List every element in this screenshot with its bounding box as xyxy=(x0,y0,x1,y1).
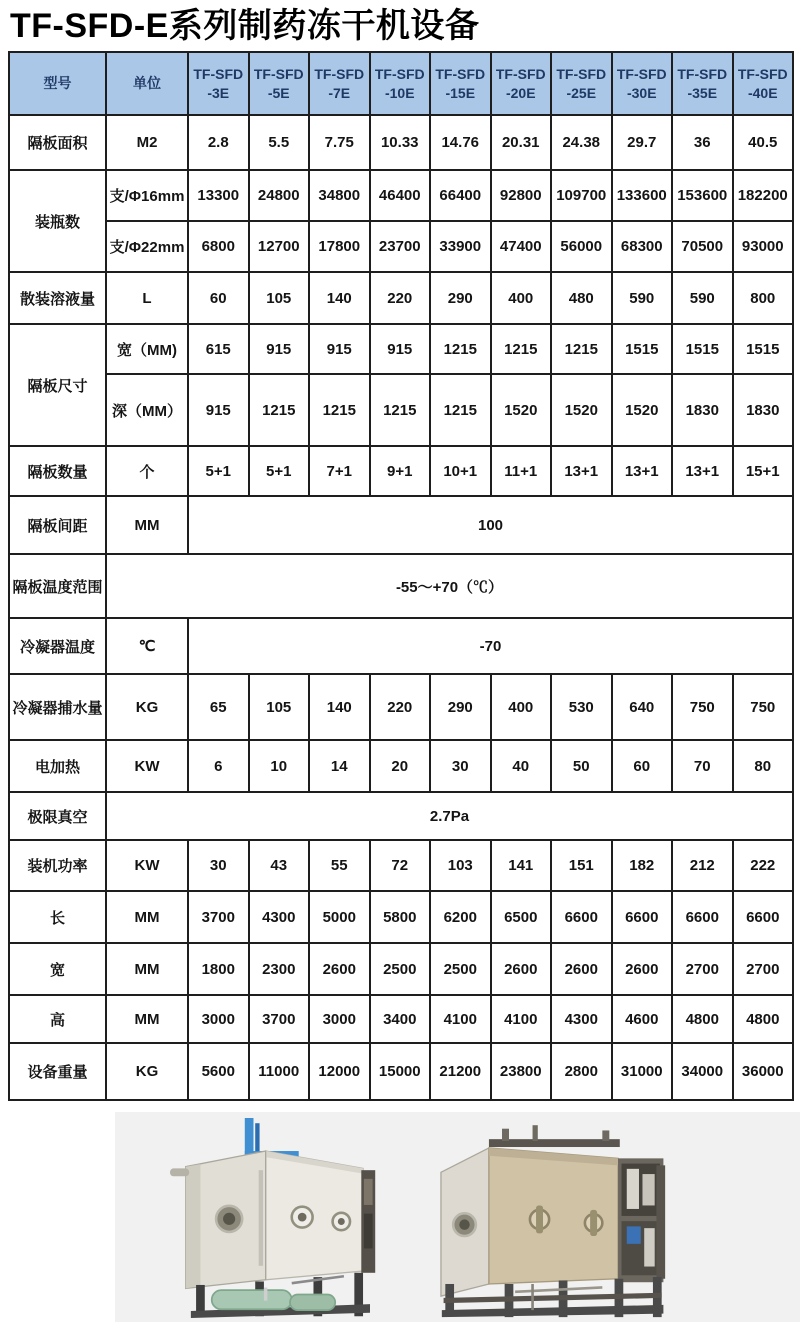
model-name-line2: -20E xyxy=(505,84,536,101)
spec-value: 30 xyxy=(188,840,249,891)
spec-value: 24.38 xyxy=(551,115,612,170)
spec-row xyxy=(9,674,793,740)
header-model-25e xyxy=(551,52,612,115)
spec-row xyxy=(9,115,793,170)
spec-value: 615 xyxy=(188,324,249,374)
spec-value: 92800 xyxy=(491,170,552,221)
spec-row xyxy=(9,170,793,221)
spec-value: 4800 xyxy=(733,995,794,1043)
spec-value: 11000 xyxy=(249,1043,310,1100)
spec-value: 2700 xyxy=(733,943,794,995)
spec-label: 散装溶液量 xyxy=(9,272,106,324)
spec-unit: 深（MM） xyxy=(106,374,188,446)
spec-value: 2600 xyxy=(309,943,370,995)
spec-value: 6600 xyxy=(672,891,733,943)
spec-value: 9+1 xyxy=(370,446,431,496)
spec-row xyxy=(9,792,793,840)
spec-value: 13300 xyxy=(188,170,249,221)
spec-unit: L xyxy=(106,272,188,324)
model-name-line2: -40E xyxy=(747,84,778,101)
spec-value: 5000 xyxy=(309,891,370,943)
spec-value: 1800 xyxy=(188,943,249,995)
spec-value: 13+1 xyxy=(612,446,673,496)
spec-value: 13+1 xyxy=(551,446,612,496)
spec-value: 2600 xyxy=(612,943,673,995)
spec-value: 4600 xyxy=(612,995,673,1043)
spec-row xyxy=(9,554,793,618)
spec-table-body xyxy=(9,115,793,1100)
spec-unit: 宽（MM) xyxy=(106,324,188,374)
header-model-20e xyxy=(491,52,552,115)
spec-value: 222 xyxy=(733,840,794,891)
spec-value: 55 xyxy=(309,840,370,891)
spec-value: 2800 xyxy=(551,1043,612,1100)
spec-label: 隔板面积 xyxy=(9,115,106,170)
spec-value: 2.8 xyxy=(188,115,249,170)
spec-value: 4800 xyxy=(672,995,733,1043)
spec-unit: 支/Φ22mm xyxy=(106,221,188,272)
spec-value: 20 xyxy=(370,740,431,792)
spec-value: 43 xyxy=(249,840,310,891)
spec-value: 60 xyxy=(612,740,673,792)
spec-value: 750 xyxy=(733,674,794,740)
spec-value: 290 xyxy=(430,272,491,324)
spec-label: 冷凝器捕水量 xyxy=(9,674,106,740)
spec-span-value: 2.7Pa xyxy=(106,792,793,840)
spec-row xyxy=(9,496,793,554)
spec-value: 13+1 xyxy=(672,446,733,496)
spec-value: 1215 xyxy=(249,374,310,446)
header-model-35e xyxy=(672,52,733,115)
spec-value: 33900 xyxy=(430,221,491,272)
spec-value: 1215 xyxy=(309,374,370,446)
spec-row xyxy=(9,740,793,792)
spec-value: 1215 xyxy=(491,324,552,374)
spec-value: 2600 xyxy=(491,943,552,995)
spec-value: 6600 xyxy=(733,891,794,943)
model-name-line1: TF-SFD xyxy=(435,66,486,82)
spec-value: 7.75 xyxy=(309,115,370,170)
product-photo-area xyxy=(115,1112,800,1322)
spec-label: 冷凝器温度 xyxy=(9,618,106,674)
spec-value: 133600 xyxy=(612,170,673,221)
header-model-15e xyxy=(430,52,491,115)
model-name-line1: TF-SFD xyxy=(193,66,244,82)
spec-value: 10 xyxy=(249,740,310,792)
spec-row xyxy=(9,221,793,272)
spec-label: 装机功率 xyxy=(9,840,106,891)
spec-value: 4100 xyxy=(430,995,491,1043)
spec-value: 915 xyxy=(370,324,431,374)
spec-value: 1520 xyxy=(551,374,612,446)
header-model-3e xyxy=(188,52,249,115)
spec-value: 17800 xyxy=(309,221,370,272)
spec-row xyxy=(9,840,793,891)
spec-value: 6600 xyxy=(612,891,673,943)
spec-value: 24800 xyxy=(249,170,310,221)
spec-value: 1515 xyxy=(612,324,673,374)
header-model-7e xyxy=(309,52,370,115)
spec-unit: MM xyxy=(106,496,188,554)
spec-value: 3000 xyxy=(188,995,249,1043)
spec-group-label: 隔板尺寸 xyxy=(9,324,106,446)
header-unit-col: 单位 xyxy=(106,52,188,115)
spec-value: 1830 xyxy=(672,374,733,446)
spec-value: 3000 xyxy=(309,995,370,1043)
spec-value: 40.5 xyxy=(733,115,794,170)
header-model-col: 型号 xyxy=(9,52,106,115)
spec-value: 36 xyxy=(672,115,733,170)
spec-value: 2500 xyxy=(370,943,431,995)
spec-value: 530 xyxy=(551,674,612,740)
model-name-line2: -3E xyxy=(207,84,230,101)
model-name-line1: TF-SFD xyxy=(556,66,607,82)
spec-value: 10+1 xyxy=(430,446,491,496)
spec-value: 34800 xyxy=(309,170,370,221)
spec-value: 12700 xyxy=(249,221,310,272)
spec-value: 7+1 xyxy=(309,446,370,496)
model-name-line1: TF-SFD xyxy=(314,66,365,82)
spec-value: 21200 xyxy=(430,1043,491,1100)
spec-value: 47400 xyxy=(491,221,552,272)
spec-value: 1520 xyxy=(612,374,673,446)
spec-value: 1215 xyxy=(430,374,491,446)
spec-value: 20.31 xyxy=(491,115,552,170)
spec-value: 915 xyxy=(309,324,370,374)
spec-table-header xyxy=(9,52,793,115)
spec-value: 30 xyxy=(430,740,491,792)
spec-value: 6800 xyxy=(188,221,249,272)
spec-span-value: 100 xyxy=(188,496,793,554)
spec-value: 5+1 xyxy=(188,446,249,496)
spec-value: 15+1 xyxy=(733,446,794,496)
spec-value: 56000 xyxy=(551,221,612,272)
spec-value: 80 xyxy=(733,740,794,792)
spec-value: 5600 xyxy=(188,1043,249,1100)
spec-value: 153600 xyxy=(672,170,733,221)
spec-label: 电加热 xyxy=(9,740,106,792)
spec-value: 68300 xyxy=(612,221,673,272)
header-model-10e xyxy=(370,52,431,115)
model-name-line1: TF-SFD xyxy=(495,66,546,82)
spec-value: 6500 xyxy=(491,891,552,943)
spec-value: 50 xyxy=(551,740,612,792)
spec-value: 6 xyxy=(188,740,249,792)
spec-value: 36000 xyxy=(733,1043,794,1100)
spec-group-label: 装瓶数 xyxy=(9,170,106,272)
spec-value: 4300 xyxy=(249,891,310,943)
spec-label: 极限真空 xyxy=(9,792,106,840)
spec-value: 46400 xyxy=(370,170,431,221)
spec-row xyxy=(9,618,793,674)
spec-value: 6200 xyxy=(430,891,491,943)
spec-value: 93000 xyxy=(733,221,794,272)
header-model-5e xyxy=(249,52,310,115)
spec-value: 800 xyxy=(733,272,794,324)
spec-label: 宽 xyxy=(9,943,106,995)
model-name-line2: -15E xyxy=(445,84,476,101)
spec-value: 182 xyxy=(612,840,673,891)
spec-value: 12000 xyxy=(309,1043,370,1100)
spec-value: 750 xyxy=(672,674,733,740)
freeze-dryer-photo-left xyxy=(145,1118,395,1318)
spec-value: 14 xyxy=(309,740,370,792)
spec-value: 915 xyxy=(249,324,310,374)
spec-value: 23800 xyxy=(491,1043,552,1100)
model-name-line2: -30E xyxy=(626,84,657,101)
spec-label: 隔板温度范围 xyxy=(9,554,106,618)
spec-value: 140 xyxy=(309,272,370,324)
spec-value: 31000 xyxy=(612,1043,673,1100)
spec-unit: KG xyxy=(106,674,188,740)
freeze-dryer-photo-right xyxy=(415,1113,685,1318)
spec-value: 40 xyxy=(491,740,552,792)
spec-value: 590 xyxy=(672,272,733,324)
page-title: TF-SFD-E系列制药冻干机设备 xyxy=(10,7,480,45)
spec-row xyxy=(9,446,793,496)
spec-value: 1215 xyxy=(370,374,431,446)
spec-label: 设备重量 xyxy=(9,1043,106,1100)
spec-row xyxy=(9,1043,793,1100)
header-model-40e xyxy=(733,52,794,115)
spec-unit: KG xyxy=(106,1043,188,1100)
spec-span-value: -70 xyxy=(188,618,793,674)
spec-value: 2700 xyxy=(672,943,733,995)
spec-value: 212 xyxy=(672,840,733,891)
spec-value: 3400 xyxy=(370,995,431,1043)
spec-value: 72 xyxy=(370,840,431,891)
spec-table xyxy=(8,51,794,1101)
spec-value: 220 xyxy=(370,272,431,324)
spec-value: 4100 xyxy=(491,995,552,1043)
spec-value: 65 xyxy=(188,674,249,740)
spec-value: 2600 xyxy=(551,943,612,995)
spec-value: 10.33 xyxy=(370,115,431,170)
spec-value: 3700 xyxy=(249,995,310,1043)
spec-value: 1830 xyxy=(733,374,794,446)
model-name-line2: -10E xyxy=(384,84,415,101)
model-name-line1: TF-SFD xyxy=(616,66,667,82)
spec-value: 66400 xyxy=(430,170,491,221)
spec-row xyxy=(9,943,793,995)
spec-value: 34000 xyxy=(672,1043,733,1100)
spec-value: 4300 xyxy=(551,995,612,1043)
spec-value: 109700 xyxy=(551,170,612,221)
spec-value: 14.76 xyxy=(430,115,491,170)
model-name-line1: TF-SFD xyxy=(253,66,304,82)
spec-label: 高 xyxy=(9,995,106,1043)
spec-value: 400 xyxy=(491,272,552,324)
spec-value: 5+1 xyxy=(249,446,310,496)
spec-row xyxy=(9,995,793,1043)
spec-value: 5.5 xyxy=(249,115,310,170)
spec-value: 15000 xyxy=(370,1043,431,1100)
spec-value: 1520 xyxy=(491,374,552,446)
spec-unit: ℃ xyxy=(106,618,188,674)
spec-label: 长 xyxy=(9,891,106,943)
spec-value: 590 xyxy=(612,272,673,324)
spec-unit: KW xyxy=(106,740,188,792)
spec-unit: KW xyxy=(106,840,188,891)
model-name-line2: -5E xyxy=(267,84,290,101)
model-name-line1: TF-SFD xyxy=(737,66,788,82)
spec-value: 220 xyxy=(370,674,431,740)
spec-label: 隔板数量 xyxy=(9,446,106,496)
spec-value: 1515 xyxy=(733,324,794,374)
spec-value: 6600 xyxy=(551,891,612,943)
spec-value: 1515 xyxy=(672,324,733,374)
model-name-line1: TF-SFD xyxy=(374,66,425,82)
spec-value: 23700 xyxy=(370,221,431,272)
spec-label: 隔板间距 xyxy=(9,496,106,554)
spec-row xyxy=(9,891,793,943)
spec-unit: 支/Φ16mm xyxy=(106,170,188,221)
spec-span-value: -55～+70（℃） xyxy=(106,554,793,618)
model-name-line1: TF-SFD xyxy=(677,66,728,82)
spec-value: 140 xyxy=(309,674,370,740)
spec-row xyxy=(9,324,793,374)
spec-unit: MM xyxy=(106,995,188,1043)
spec-unit: MM xyxy=(106,891,188,943)
spec-value: 915 xyxy=(188,374,249,446)
spec-value: 400 xyxy=(491,674,552,740)
spec-value: 480 xyxy=(551,272,612,324)
spec-value: 2500 xyxy=(430,943,491,995)
spec-unit: MM xyxy=(106,943,188,995)
spec-row xyxy=(9,272,793,324)
spec-value: 11+1 xyxy=(491,446,552,496)
model-name-line2: -7E xyxy=(328,84,351,101)
model-name-line2: -35E xyxy=(687,84,718,101)
spec-value: 151 xyxy=(551,840,612,891)
spec-value: 2300 xyxy=(249,943,310,995)
spec-unit: M2 xyxy=(106,115,188,170)
spec-value: 103 xyxy=(430,840,491,891)
spec-value: 1215 xyxy=(551,324,612,374)
spec-value: 29.7 xyxy=(612,115,673,170)
spec-row xyxy=(9,374,793,446)
spec-value: 105 xyxy=(249,272,310,324)
spec-value: 70 xyxy=(672,740,733,792)
spec-value: 141 xyxy=(491,840,552,891)
spec-value: 60 xyxy=(188,272,249,324)
spec-value: 3700 xyxy=(188,891,249,943)
spec-value: 70500 xyxy=(672,221,733,272)
header-row xyxy=(9,52,793,115)
spec-value: 5800 xyxy=(370,891,431,943)
header-model-30e xyxy=(612,52,673,115)
spec-value: 182200 xyxy=(733,170,794,221)
model-name-line2: -25E xyxy=(566,84,597,101)
spec-unit: 个 xyxy=(106,446,188,496)
spec-value: 640 xyxy=(612,674,673,740)
spec-value: 105 xyxy=(249,674,310,740)
spec-value: 290 xyxy=(430,674,491,740)
spec-value: 1215 xyxy=(430,324,491,374)
